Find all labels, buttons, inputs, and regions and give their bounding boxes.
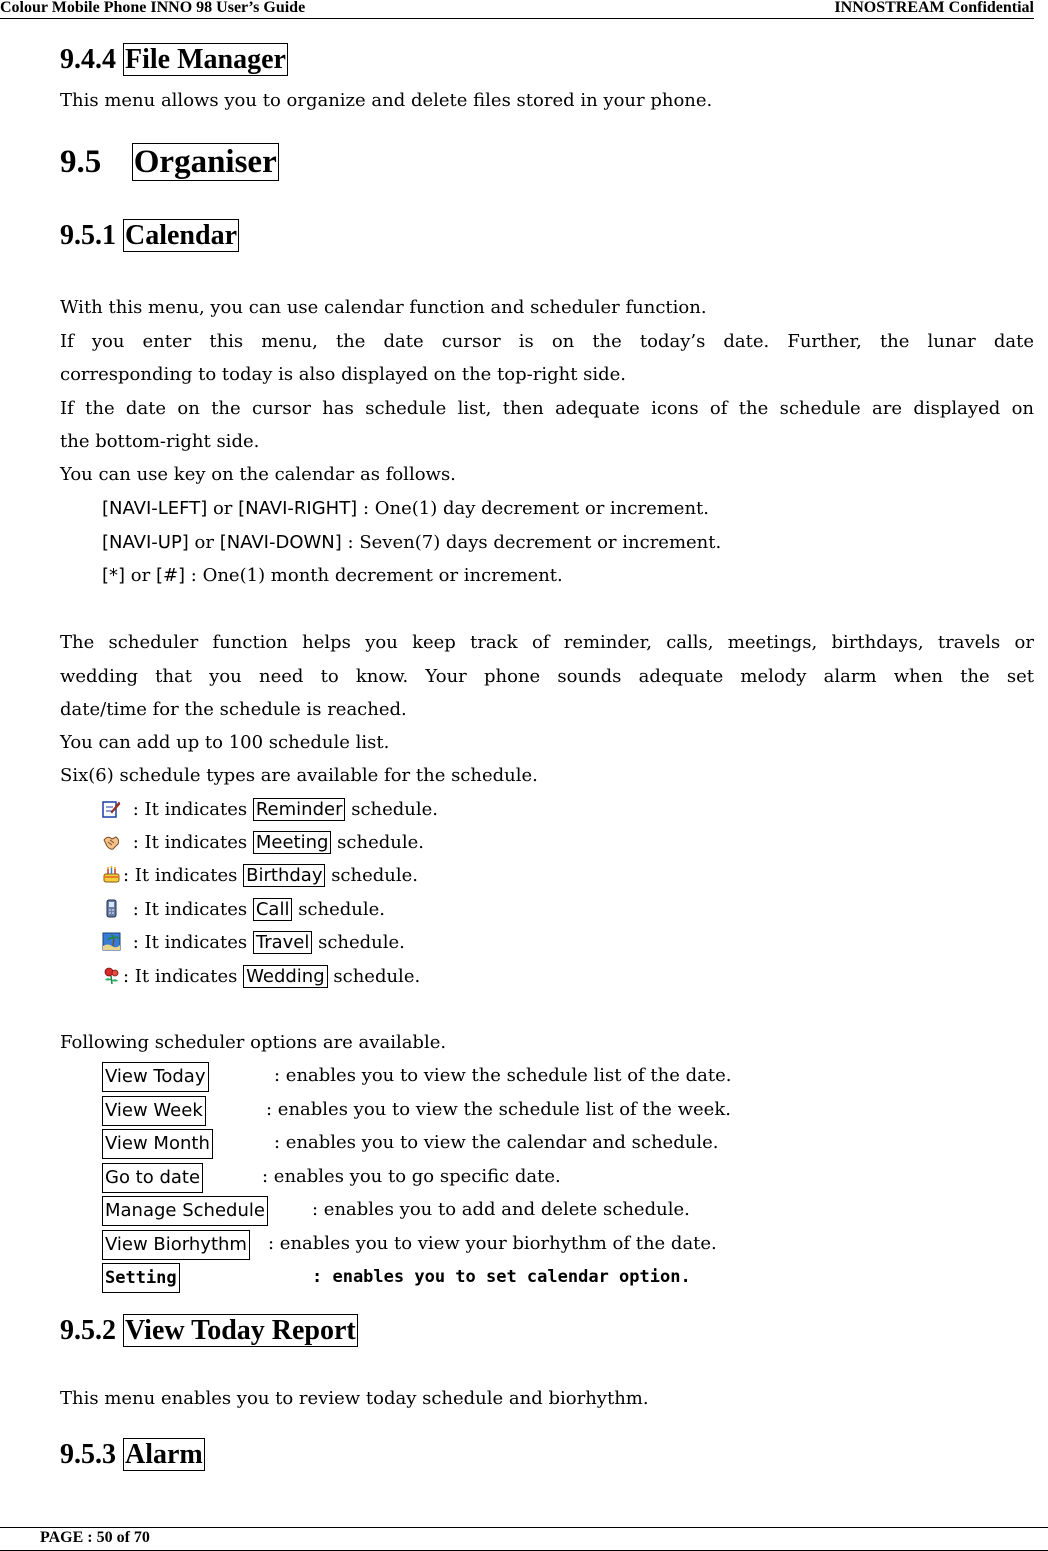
option-name: View Month xyxy=(102,1129,213,1159)
option-manage-schedule xyxy=(102,1196,268,1226)
page-header xyxy=(0,0,1034,19)
scheduler-paragraph-2: You can add up to 100 schedule list. xyxy=(60,732,390,753)
option-name: Manage Schedule xyxy=(102,1196,268,1226)
option-desc: : enables you to view the schedule list of the week. xyxy=(266,1099,731,1120)
schedule-type-item: : It indicates Meeting schedule. xyxy=(102,826,1048,859)
section-title: View Today Report xyxy=(125,1315,356,1346)
key-label: [#] xyxy=(155,565,186,586)
schedule-type-name: Wedding xyxy=(243,965,328,988)
option-desc: : enables you to view the schedule list of the date. xyxy=(274,1065,732,1086)
option-name: View Today xyxy=(102,1062,209,1092)
option-name: Setting xyxy=(102,1263,180,1293)
heading-file-manager xyxy=(60,44,288,76)
option-view-month xyxy=(102,1129,213,1159)
file-manager-text: This menu allows you to organize and delete files stored in your phone. xyxy=(60,90,713,111)
heading-alarm xyxy=(60,1439,205,1471)
travel-icon xyxy=(102,929,121,948)
calendar-paragraph-3b: the bottom-right side. xyxy=(60,431,260,452)
section-title: Calendar xyxy=(125,220,237,251)
key-line: [*] or [#] : One(1) month decrement or increment. xyxy=(102,565,563,586)
section-title: Organiser xyxy=(133,144,277,180)
schedule-type-name: Travel xyxy=(253,931,313,954)
section-title: File Manager xyxy=(125,44,286,75)
scheduler-paragraph-1b: wedding that you need to know. Your phone sounds adequate melody alarm when the set xyxy=(60,666,1034,687)
calendar-paragraph-1: With this menu, you can use calendar function and scheduler function. xyxy=(60,297,707,318)
key-label: [NAVI-UP] xyxy=(102,532,189,553)
schedule-type-name: Birthday xyxy=(243,864,325,887)
section-title: Alarm xyxy=(125,1439,203,1470)
heading-view-today-report xyxy=(60,1315,358,1347)
option-name: View Week xyxy=(102,1096,206,1126)
option-view-today xyxy=(102,1062,209,1092)
section-number: 9.4.4 xyxy=(60,44,116,75)
heading-organiser xyxy=(60,144,279,181)
key-label: [NAVI-LEFT] xyxy=(102,498,208,519)
key-label: [NAVI-DOWN] xyxy=(219,532,342,553)
call-icon xyxy=(102,896,121,915)
wedding-icon xyxy=(102,963,121,982)
scheduler-paragraph-1c: date/time for the schedule is reached. xyxy=(60,699,407,720)
schedule-type-name: Reminder xyxy=(253,798,346,821)
option-desc: : enables you to go specific date. xyxy=(262,1166,561,1187)
birthday-icon xyxy=(102,862,121,881)
option-desc: : enables you to add and delete schedule. xyxy=(312,1199,690,1220)
section-number: 9.5 xyxy=(60,144,102,180)
key-label: [*] xyxy=(102,565,126,586)
calendar-paragraph-3: If the date on the cursor has schedule list, then adequate icons of the schedule are displayed on xyxy=(60,398,1034,419)
schedule-type-name: Meeting xyxy=(253,831,332,854)
view-today-report-text: This menu enables you to review today schedule and biorhythm. xyxy=(60,1388,649,1409)
header-doc-title: Colour Mobile Phone INNO 98 User’s Guide xyxy=(0,0,306,16)
schedule-type-item: : It indicates Call schedule. xyxy=(102,893,1048,926)
calendar-paragraph-4: You can use key on the calendar as follows. xyxy=(60,464,456,485)
schedule-type-item: : It indicates Birthday schedule. xyxy=(102,859,1048,892)
schedule-type-name: Call xyxy=(253,898,293,921)
option-desc: : enables you to view your biorhythm of the date. xyxy=(268,1233,717,1254)
options-intro: Following scheduler options are available. xyxy=(60,1032,447,1053)
scheduler-paragraph-1: The scheduler function helps you keep track of reminder, calls, meetings, birthdays, travels or xyxy=(60,632,1034,653)
option-name: View Biorhythm xyxy=(102,1230,250,1260)
schedule-type-item: : It indicates Wedding schedule. xyxy=(102,960,1048,993)
option-setting xyxy=(102,1263,180,1293)
header-confidential: INNOSTREAM Confidential xyxy=(834,0,1034,16)
key-label: [NAVI-RIGHT] xyxy=(238,498,358,519)
page-number: PAGE : 50 of 70 xyxy=(40,1529,150,1546)
option-view-biorhythm xyxy=(102,1230,250,1260)
option-desc: : enables you to set calendar option. xyxy=(312,1267,691,1287)
option-go-to-date xyxy=(102,1163,203,1193)
section-number: 9.5.3 xyxy=(60,1439,116,1470)
schedule-type-item: : It indicates Reminder schedule. xyxy=(102,793,1048,826)
key-line: [NAVI-UP] or [NAVI-DOWN] : Seven(7) days decrement or increment. xyxy=(102,532,722,553)
section-number: 9.5.1 xyxy=(60,220,116,251)
calendar-paragraph-2b: corresponding to today is also displayed on the top-right side. xyxy=(60,364,627,385)
meeting-icon xyxy=(102,829,121,848)
scheduler-paragraph-3: Six(6) schedule types are available for the schedule. xyxy=(60,765,538,786)
section-number: 9.5.2 xyxy=(60,1315,116,1346)
key-line: [NAVI-LEFT] or [NAVI-RIGHT] : One(1) day decrement or increment. xyxy=(102,498,709,519)
schedule-type-item: : It indicates Travel schedule. xyxy=(102,926,1048,959)
option-view-week xyxy=(102,1096,206,1126)
reminder-icon xyxy=(102,796,121,815)
calendar-paragraph-2: If you enter this menu, the date cursor is on the today’s date. Further, the lunar date xyxy=(60,331,1034,352)
option-name: Go to date xyxy=(102,1163,203,1193)
page-footer xyxy=(0,1527,1048,1551)
option-desc: : enables you to view the calendar and schedule. xyxy=(274,1132,719,1153)
heading-calendar xyxy=(60,220,239,252)
